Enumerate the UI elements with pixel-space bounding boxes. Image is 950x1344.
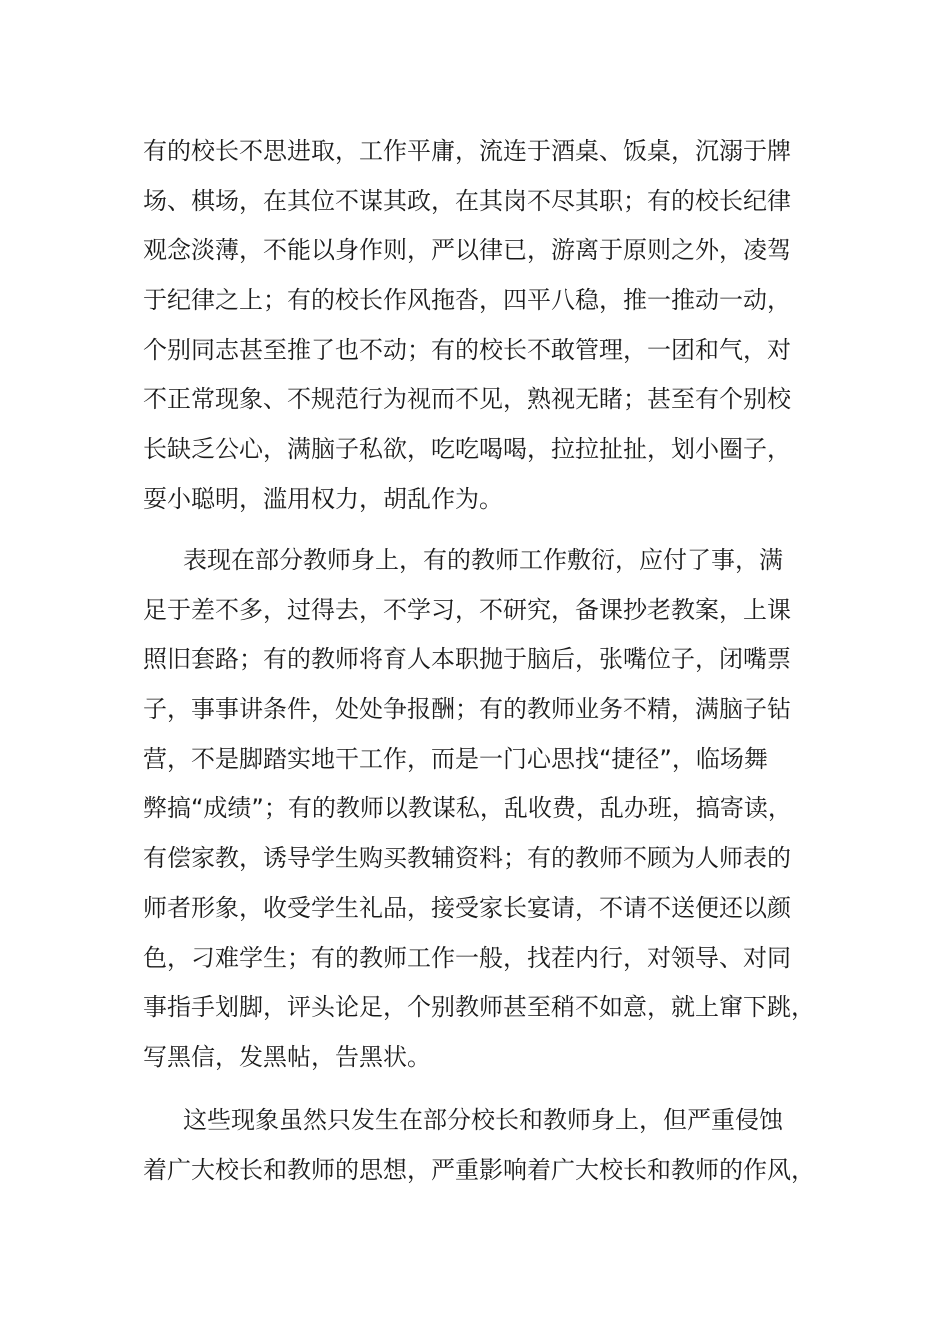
text-line: 有偿家教，诱导学生购买教辅资料；有的教师不顾为人师表的 bbox=[143, 844, 791, 873]
text-line: 足于差不多，过得去，不学习，不研究，备课抄老教案，上课 bbox=[143, 595, 791, 624]
text-line: 表现在部分教师身上，有的教师工作敷衍，应付了事，满 bbox=[183, 546, 783, 574]
text-line: 色，刁难学生；有的教师工作一般，找茬内行，对领导、对同 bbox=[143, 943, 791, 972]
text-line: 场、棋场，在其位不谋其政，在其岗不尽其职；有的校长纪律 bbox=[143, 186, 791, 215]
text-line: 照旧套路；有的教师将育人本职抛于脑后，张嘴位子，闭嘴票 bbox=[143, 645, 791, 674]
text-line: 师者形象，收受学生礼品，接受家长宴请，不请不送便还以颜 bbox=[143, 893, 791, 922]
text-line: 有的校长不思进取，工作平庸，流连于酒桌、饭桌，沉溺于牌 bbox=[143, 137, 791, 165]
text-line: 营，不是脚踏实地干工作，而是一门心思找“捷径”，临场舞 bbox=[143, 744, 768, 773]
text-line: 于纪律之上；有的校长作风拖沓，四平八稳，推一推动一动， bbox=[143, 286, 791, 315]
paragraph-impact bbox=[143, 1096, 823, 1195]
paragraph-principals bbox=[143, 127, 823, 525]
paragraph-teachers bbox=[143, 536, 823, 1083]
text-line: 弊搞“成绩”；有的教师以教谋私，乱收费，乱办班，搞寄读， bbox=[143, 794, 792, 823]
text-line: 耍小聪明，滥用权力，胡乱作为。 bbox=[143, 484, 503, 513]
text-line: 事指手划脚，评头论足，个别教师甚至稍不如意，就上窜下跳， bbox=[143, 993, 815, 1022]
text-line: 写黑信，发黑帖，告黑状。 bbox=[143, 1042, 431, 1071]
text-line: 长缺乏公心，满脑子私欲，吃吃喝喝，拉拉扯扯，划小圈子， bbox=[143, 435, 791, 464]
text-line: 着广大校长和教师的思想，严重影响着广大校长和教师的作风， bbox=[143, 1155, 815, 1184]
text-line: 不正常现象、不规范行为视而不见，熟视无睹；甚至有个别校 bbox=[143, 385, 791, 414]
text-line: 这些现象虽然只发生在部分校长和教师身上，但严重侵蚀 bbox=[183, 1106, 783, 1134]
text-line: 观念淡薄，不能以身作则，严以律已，游离于原则之外，凌驾 bbox=[143, 236, 791, 265]
text-line: 个别同志甚至推了也不动；有的校长不敢管理，一团和气，对 bbox=[143, 335, 791, 364]
text-line: 子，事事讲条件，处处争报酬；有的教师业务不精，满脑子钻 bbox=[143, 695, 791, 724]
